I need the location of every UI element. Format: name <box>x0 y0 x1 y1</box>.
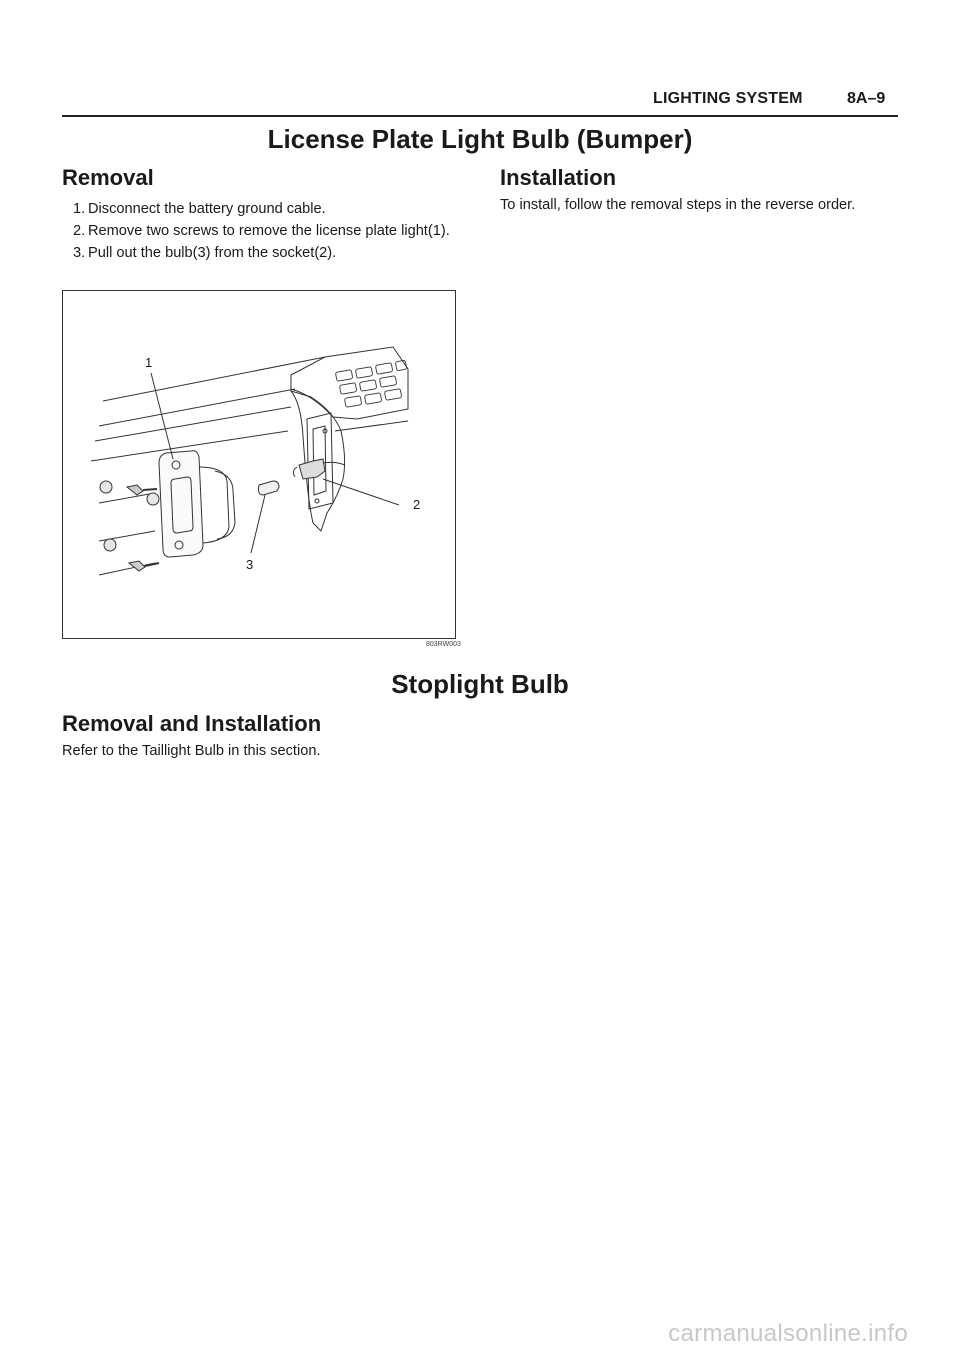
removal-step-3: 3. Pull out the bulb(3) from the socket(2). <box>73 245 337 261</box>
removal-steps <box>62 200 460 266</box>
callout-1: 1 <box>145 355 153 370</box>
removal-step-1: 1. Disconnect the battery ground cable. <box>73 201 326 217</box>
section-title-stoplight: Stoplight Bulb <box>391 669 569 699</box>
license-plate-light-figure <box>62 290 456 639</box>
installation-text: To install, follow the removal steps in the reverse order. <box>500 197 856 213</box>
section-title-license-plate: License Plate Light Bulb (Bumper) <box>267 124 693 154</box>
removal-heading: Removal <box>62 165 154 190</box>
figure-drawing <box>63 291 457 640</box>
stoplight-text: Refer to the Taillight Bulb in this section. <box>62 743 321 759</box>
callout-3: 3 <box>246 557 254 572</box>
figure-code: 803RW003 <box>426 641 461 648</box>
header-section-title: LIGHTING SYSTEM <box>653 90 803 107</box>
stoplight-heading: Removal and Installation <box>62 711 322 736</box>
installation-heading: Installation <box>500 165 617 190</box>
removal-step-2: 2. Remove two screws to remove the license plate light(1). <box>73 223 450 239</box>
callout-2: 2 <box>413 497 421 512</box>
header-rule <box>62 115 898 117</box>
watermark: carmanualsonline.info <box>668 1320 908 1347</box>
header-page-number: 8A–9 <box>847 90 886 107</box>
